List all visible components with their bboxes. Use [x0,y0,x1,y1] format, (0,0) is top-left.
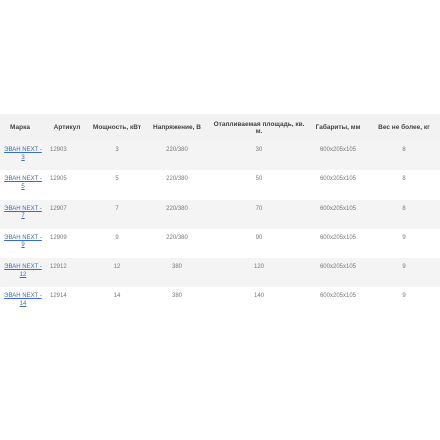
product-link[interactable]: ЭВАН NEXT - 9 [4,234,42,249]
cell-dimensions: 600x205x105 [319,205,357,212]
header-area: Отапливаемая площадь, кв. м. [213,120,305,135]
product-link[interactable]: ЭВАН NEXT - 3 [4,147,42,161]
header-article: Артикул [53,124,81,131]
cell-weight: 9 [402,234,406,241]
cell-dimensions: 600x205x105 [319,147,357,153]
cell-voltage: 380 [171,293,182,300]
table-header [0,114,440,141]
cell-weight: 8 [402,176,406,183]
cell-dimensions: 600x205x105 [319,234,357,241]
cell-dimensions: 600x205x105 [319,176,357,183]
cell-weight: 9 [402,293,406,300]
cell-voltage: 220/380 [166,147,188,153]
cell-article: 12909 [50,234,67,241]
cell-brand [0,170,44,199]
cell-voltage: 220/380 [166,205,188,212]
specs-table-container [0,114,440,317]
cell-power: 3 [115,147,119,153]
cell-brand [0,287,44,316]
cell-voltage: 220/380 [166,234,188,241]
cell-power: 12 [113,264,121,271]
cell-weight: 8 [402,205,406,212]
cell-dimensions: 600x205x105 [319,264,357,271]
cell-power: 14 [113,293,121,300]
cell-brand [0,258,44,287]
product-link[interactable]: ЭВАН NEXT - 14 [4,293,42,307]
header-row [0,114,440,141]
product-link[interactable]: ЭВАН NEXT - 12 [4,264,42,278]
product-link[interactable]: ЭВАН NEXT - 5 [4,176,42,190]
table-row [0,170,440,199]
cell-power: 7 [115,205,119,212]
cell-area: 30 [255,147,263,153]
header-dimensions: Габариты, мм [315,124,361,131]
table-row [0,229,440,258]
table-body [0,141,440,317]
cell-dimensions: 600x205x105 [319,293,357,300]
cell-area: 140 [253,293,264,300]
cell-article: 12903 [50,147,67,153]
cell-weight: 9 [402,264,406,271]
cell-article: 12912 [50,264,67,271]
cell-weight: 8 [402,147,406,153]
cell-area: 50 [255,176,263,183]
cell-article: 12907 [50,205,67,212]
header-weight: Вес не более, кг [378,124,430,131]
cell-area: 120 [253,264,264,271]
cell-voltage: 380 [171,264,182,271]
header-voltage: Напряжение, В [153,124,201,131]
header-power: Мощность, кВт [92,124,142,131]
cell-area: 70 [255,205,263,212]
table-row [0,258,440,287]
cell-power: 9 [115,234,119,241]
cell-voltage: 220/380 [166,176,188,183]
cell-power: 5 [115,176,119,183]
cell-brand [0,141,44,170]
cell-article: 12905 [50,176,67,183]
cell-brand [0,200,44,229]
cell-brand [0,229,44,258]
table-row [0,141,440,170]
cell-article: 12914 [50,293,67,300]
specs-table [0,114,440,317]
table-row [0,287,440,316]
cell-area: 90 [255,234,263,241]
table-row [0,200,440,229]
header-brand: Марка [10,124,30,131]
product-link[interactable]: ЭВАН NEXT - 7 [4,205,42,220]
